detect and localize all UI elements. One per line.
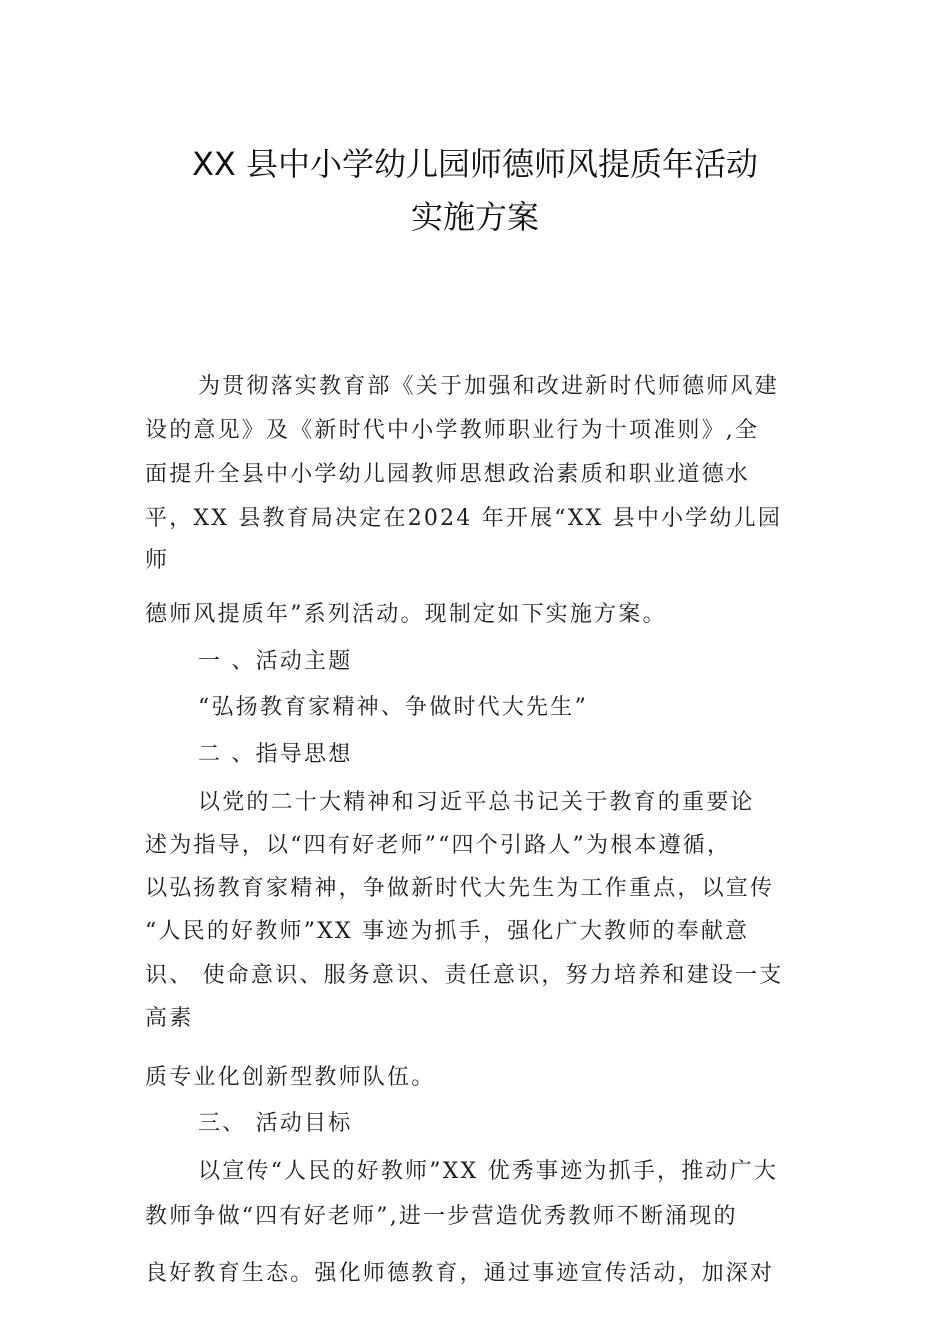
document-title-line-2: 实施方案: [410, 198, 539, 236]
section-heading: 二 、指导思想: [198, 742, 353, 767]
body-line: 平，XX 县教育局决定在2024 年开展“XX 县中小学幼儿园: [145, 506, 783, 531]
body-line: 述为指导，以“四有好老师”“四个引路人”为根本遵循，: [145, 833, 732, 858]
body-line: 以弘扬教育家精神，争做新时代大先生为工作重点，以宣传: [145, 876, 775, 901]
body-line: 设的意见》及《新时代中小学教师职业行为十项准则》,全: [145, 418, 760, 443]
body-line: 教师争做“四有好老师”,进一步营造优秀教师不断涌现的: [145, 1204, 738, 1229]
theme-text: “弘扬教育家精神、争做时代大先生”: [198, 695, 588, 720]
body-line: 为贯彻落实教育部《关于加强和改进新时代师德师风建: [198, 374, 779, 399]
body-line: 高素: [145, 1006, 194, 1031]
body-line: 师: [145, 548, 170, 573]
section-heading: 三、 活动目标: [198, 1111, 353, 1136]
body-line: 识、 使命意识、服务意识、责任意识，努力培养和建设一支: [145, 963, 784, 988]
body-line: “人民的好教师”XX 事迹为抓手，强化广大教师的奉献意: [145, 919, 750, 944]
body-line: 以党的二十大精神和习近平总书记关于教育的重要论: [198, 790, 755, 815]
document-title-line-1: XX 县中小学幼儿园师德师风提质年活动: [191, 145, 759, 183]
section-heading: 一 、活动主题: [198, 649, 353, 674]
body-line: 面提升全县中小学幼儿园教师思想政治素质和职业道德水: [145, 462, 751, 487]
body-line: 以宣传“人民的好教师”XX 优秀事迹为抓手，推动广大: [198, 1159, 779, 1184]
body-line: 德师风提质年”系列活动。现制定如下实施方案。: [145, 602, 667, 627]
body-line: 质专业化创新型教师队伍。: [145, 1065, 436, 1090]
body-line: 良好教育生态。强化师德教育，通过事迹宣传活动，加深对: [145, 1261, 775, 1286]
